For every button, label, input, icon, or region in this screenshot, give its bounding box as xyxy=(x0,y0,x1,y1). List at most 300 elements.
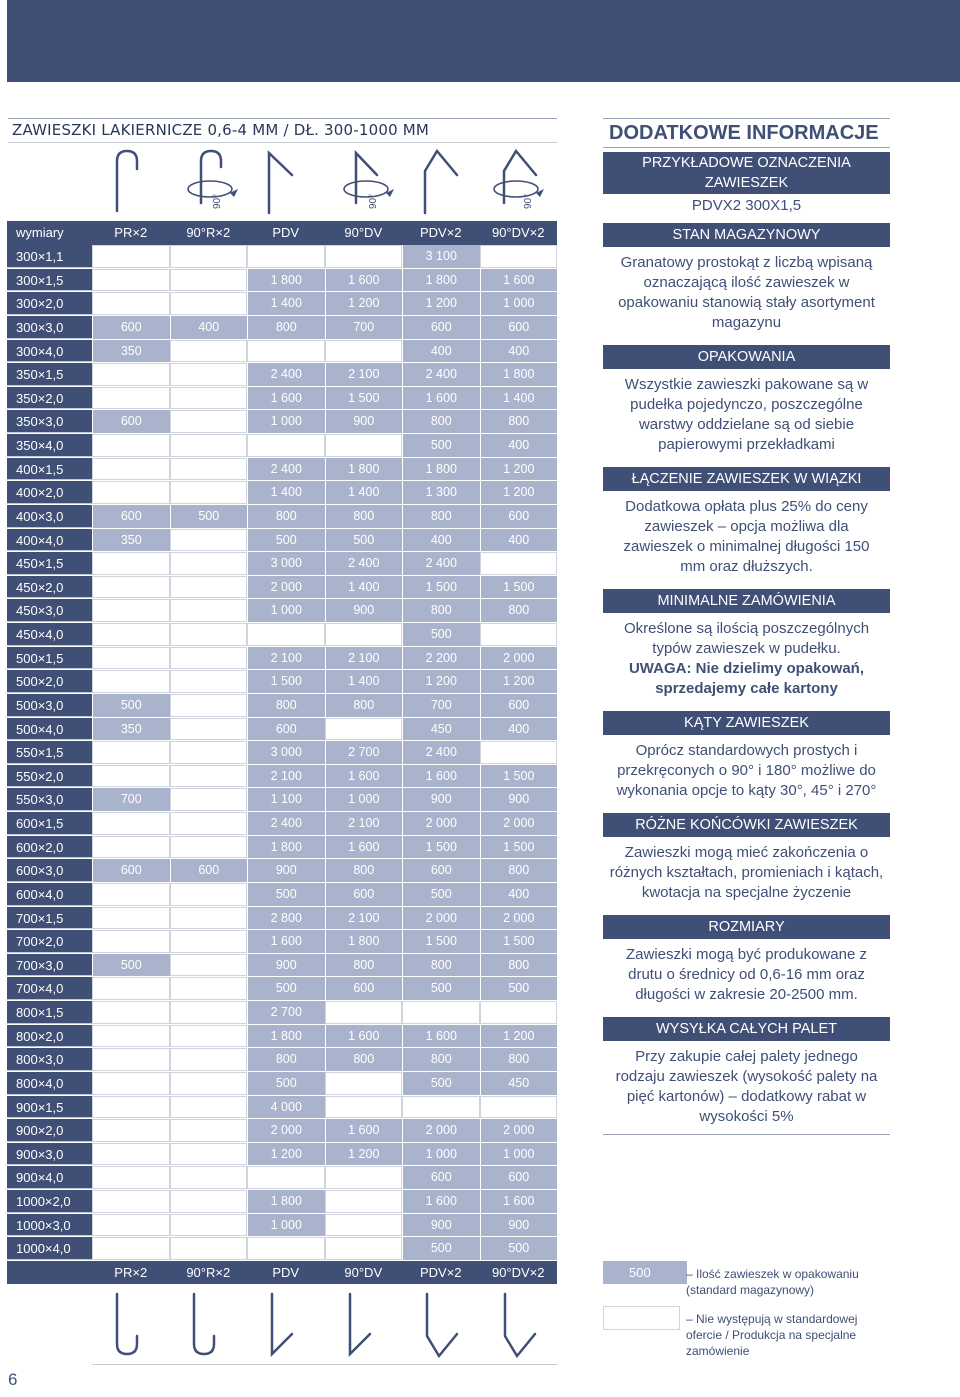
qty-cell xyxy=(170,410,248,433)
col-header: 90°DV×2 xyxy=(491,225,545,240)
qty-cell: 400 xyxy=(480,529,558,552)
section-body: Granatowy prostokąt z liczbą wpisaną oznaczającą ilość zawieszek w opakowaniu stanowią stały asortyment magazynu xyxy=(618,254,875,331)
col-footer: PDV×2 xyxy=(419,1265,462,1280)
qty-cell: 2 100 xyxy=(325,647,403,670)
qty-cell: 1 000 xyxy=(247,410,325,433)
qty-cell xyxy=(170,292,248,315)
qty-cell: 1 500 xyxy=(480,576,558,599)
qty-cell xyxy=(170,1237,248,1260)
qty-cell: 400 xyxy=(480,434,558,457)
qty-cell xyxy=(92,883,170,906)
qty-cell: 2 400 xyxy=(325,552,403,575)
dim-cell: 1000×3,0 xyxy=(7,1214,92,1237)
qty-cell: 500 xyxy=(480,1237,558,1260)
hook-pdv-icon xyxy=(269,153,292,213)
qty-cell xyxy=(92,1048,170,1071)
qty-cell: 800 xyxy=(325,859,403,882)
qty-cell: 900 xyxy=(402,1214,480,1237)
qty-cell xyxy=(170,907,248,930)
qty-cell xyxy=(170,718,248,741)
hook-pr-icon xyxy=(117,151,137,211)
qty-cell: 500 xyxy=(92,694,170,717)
qty-cell: 500 xyxy=(325,529,403,552)
qty-cell xyxy=(92,1025,170,1048)
dim-cell: 800×2,0 xyxy=(7,1025,92,1048)
qty-cell: 1 400 xyxy=(480,387,558,410)
qty-cell xyxy=(480,1001,558,1024)
dim-cell: 700×3,0 xyxy=(7,954,92,977)
qty-cell xyxy=(170,954,248,977)
qty-cell xyxy=(92,930,170,953)
qty-cell xyxy=(170,765,248,788)
dim-cell: 450×4,0 xyxy=(7,623,92,646)
qty-cell: 2 000 xyxy=(402,907,480,930)
section-text xyxy=(603,735,890,807)
legend-sample-stock: 500 xyxy=(603,1261,687,1284)
qty-cell: 500 xyxy=(247,977,325,1000)
qty-cell: 900 xyxy=(325,599,403,622)
qty-cell xyxy=(325,623,403,646)
table-row xyxy=(7,245,557,269)
qty-cell: 2 400 xyxy=(247,363,325,386)
dim-cell: 400×2,0 xyxy=(7,481,92,504)
table-row xyxy=(7,316,557,340)
qty-cell xyxy=(170,458,248,481)
qty-cell xyxy=(92,1119,170,1142)
qty-cell: 800 xyxy=(247,1048,325,1071)
qty-cell: 900 xyxy=(480,1214,558,1237)
table-row xyxy=(7,529,557,553)
table-row xyxy=(7,410,557,434)
qty-cell: 1 800 xyxy=(402,458,480,481)
qty-cell xyxy=(92,907,170,930)
dim-cell: 550×1,5 xyxy=(7,741,92,764)
section-text xyxy=(603,491,890,583)
qty-cell: 2 000 xyxy=(402,812,480,835)
qty-cell: 500 xyxy=(92,954,170,977)
qty-cell xyxy=(170,1025,248,1048)
example-header: PRZYKŁADOWE OZNACZENIA ZAWIESZEK xyxy=(603,152,890,194)
qty-cell: 800 xyxy=(480,1048,558,1071)
qty-cell: 1 600 xyxy=(247,930,325,953)
section-header: ROZMIARY xyxy=(603,915,890,939)
table-row xyxy=(7,765,557,789)
top-banner xyxy=(7,0,960,82)
section-header: ŁĄCZENIE ZAWIESZEK W WIĄZKI xyxy=(603,467,890,491)
qty-cell: 1 200 xyxy=(480,458,558,481)
qty-cell xyxy=(170,434,248,457)
table-row xyxy=(7,481,557,505)
section-text xyxy=(603,939,890,1011)
qty-cell xyxy=(325,245,403,268)
qty-cell xyxy=(170,1048,248,1071)
qty-cell xyxy=(92,1001,170,1024)
hook-icons-bottom xyxy=(92,1286,557,1366)
qty-cell: 1 600 xyxy=(325,765,403,788)
qty-cell xyxy=(170,977,248,1000)
table-row xyxy=(7,1001,557,1025)
table-row xyxy=(7,1237,557,1261)
col-footer: PR×2 xyxy=(114,1265,148,1280)
qty-cell xyxy=(170,387,248,410)
section-text xyxy=(603,613,890,705)
qty-cell: 600 xyxy=(402,1166,480,1189)
qty-cell: 2 400 xyxy=(402,363,480,386)
qty-cell: 1 600 xyxy=(325,269,403,292)
qty-cell: 1 000 xyxy=(325,788,403,811)
table-row xyxy=(7,954,557,978)
qty-cell xyxy=(170,1096,248,1119)
qty-cell: 1 200 xyxy=(325,292,403,315)
qty-cell: 1 800 xyxy=(247,269,325,292)
qty-cell: 2 400 xyxy=(402,552,480,575)
dim-cell: 500×1,5 xyxy=(7,647,92,670)
qty-cell xyxy=(92,387,170,410)
qty-cell: 400 xyxy=(480,718,558,741)
qty-cell xyxy=(480,245,558,268)
qty-cell: 800 xyxy=(247,505,325,528)
section-body: Określone są ilością poszczególnych typów zawieszek w pudełku. xyxy=(623,620,870,657)
table-row xyxy=(7,812,557,836)
qty-cell xyxy=(325,1214,403,1237)
qty-cell: 1 800 xyxy=(247,1190,325,1213)
qty-cell: 1 800 xyxy=(402,269,480,292)
hook-90r-bottom-icon xyxy=(194,1294,214,1354)
qty-cell: 600 xyxy=(480,316,558,339)
qty-cell: 2 400 xyxy=(402,741,480,764)
col-footer: 90°DV×2 xyxy=(491,1265,545,1280)
qty-cell: 350 xyxy=(92,529,170,552)
qty-cell xyxy=(170,245,248,268)
qty-cell: 2 100 xyxy=(325,907,403,930)
table-row xyxy=(7,269,557,293)
section-body: Przy zakupie całej palety jednego rodzaju zawieszek (wysokość palety na pięć kartonów) – dodatkowy rabat w wysokości 5% xyxy=(615,1048,878,1125)
qty-cell xyxy=(170,481,248,504)
qty-cell: 2 800 xyxy=(247,907,325,930)
qty-cell xyxy=(325,1166,403,1189)
col-footer: PDV xyxy=(272,1265,300,1280)
qty-cell: 800 xyxy=(402,954,480,977)
qty-cell xyxy=(92,1190,170,1213)
qty-cell xyxy=(170,930,248,953)
dim-cell: 450×2,0 xyxy=(7,576,92,599)
qty-cell xyxy=(92,1214,170,1237)
qty-cell: 1 800 xyxy=(325,458,403,481)
dim-cell: 400×1,5 xyxy=(7,458,92,481)
qty-cell: 1 400 xyxy=(325,481,403,504)
qty-cell: 1 400 xyxy=(325,576,403,599)
qty-cell xyxy=(92,576,170,599)
qty-cell xyxy=(92,434,170,457)
qty-cell: 500 xyxy=(402,1072,480,1095)
qty-cell: 1 600 xyxy=(480,269,558,292)
qty-cell: 600 xyxy=(325,883,403,906)
qty-cell xyxy=(170,269,248,292)
qty-cell: 700 xyxy=(92,788,170,811)
qty-cell: 900 xyxy=(247,954,325,977)
qty-cell xyxy=(92,552,170,575)
qty-cell: 500 xyxy=(402,977,480,1000)
table-row xyxy=(7,788,557,812)
table-row xyxy=(7,1119,557,1143)
section-header: KĄTY ZAWIESZEK xyxy=(603,711,890,735)
table-row xyxy=(7,599,557,623)
qty-cell: 800 xyxy=(325,1048,403,1071)
qty-cell: 2 000 xyxy=(480,1119,558,1142)
qty-cell: 800 xyxy=(480,599,558,622)
qty-cell: 600 xyxy=(92,859,170,882)
page-title: ZAWIESZKI LAKIERNICZE 0,6-4 MM / DŁ. 300-1000 MM xyxy=(12,121,430,139)
qty-cell: 2 000 xyxy=(247,1119,325,1142)
qty-cell: 3 000 xyxy=(247,552,325,575)
qty-cell: 2 400 xyxy=(247,812,325,835)
qty-cell xyxy=(170,363,248,386)
qty-cell xyxy=(92,741,170,764)
qty-cell: 800 xyxy=(402,505,480,528)
qty-cell: 2 700 xyxy=(325,741,403,764)
dim-cell: 600×4,0 xyxy=(7,883,92,906)
qty-cell: 1 600 xyxy=(402,387,480,410)
info-title: DODATKOWE INFORMACJE xyxy=(603,118,890,148)
qty-cell: 1 800 xyxy=(247,836,325,859)
dim-cell: 350×2,0 xyxy=(7,387,92,410)
qty-cell xyxy=(170,1166,248,1189)
qty-cell: 2 700 xyxy=(247,1001,325,1024)
table-row xyxy=(7,977,557,1001)
qty-cell: 600 xyxy=(247,718,325,741)
qty-cell: 800 xyxy=(325,505,403,528)
qty-cell: 1 500 xyxy=(480,836,558,859)
qty-cell: 500 xyxy=(402,883,480,906)
qty-cell xyxy=(170,1119,248,1142)
qty-cell: 1 000 xyxy=(480,1143,558,1166)
qty-cell xyxy=(247,340,325,363)
col-header: 90°R×2 xyxy=(186,225,231,240)
hook-pdvx2-icon xyxy=(425,151,457,213)
dim-cell: 600×2,0 xyxy=(7,836,92,859)
dim-cell: 300×2,0 xyxy=(7,292,92,315)
table-row xyxy=(7,694,557,718)
table-row xyxy=(7,363,557,387)
hook-90dv-bottom-icon xyxy=(350,1294,370,1354)
qty-cell: 1 400 xyxy=(325,670,403,693)
qty-cell xyxy=(170,599,248,622)
legend-sample-special xyxy=(603,1306,680,1330)
qty-cell: 600 xyxy=(480,694,558,717)
qty-cell xyxy=(170,1143,248,1166)
qty-cell: 3 000 xyxy=(247,741,325,764)
qty-cell xyxy=(480,552,558,575)
table-row xyxy=(7,1025,557,1049)
dim-header: wymiary xyxy=(16,225,64,240)
qty-cell xyxy=(170,1001,248,1024)
table-row xyxy=(7,434,557,458)
qty-cell: 1 500 xyxy=(325,387,403,410)
section-header: STAN MAGAZYNOWY xyxy=(603,223,890,247)
col-header: 90°DV xyxy=(344,225,383,240)
dim-cell: 700×4,0 xyxy=(7,977,92,1000)
qty-cell: 1 500 xyxy=(247,670,325,693)
qty-cell xyxy=(325,1096,403,1119)
table-row xyxy=(7,836,557,860)
dim-cell: 900×1,5 xyxy=(7,1096,92,1119)
qty-cell: 1 000 xyxy=(247,599,325,622)
qty-cell: 700 xyxy=(325,316,403,339)
dim-cell: 300×1,1 xyxy=(7,245,92,268)
qty-cell xyxy=(402,1096,480,1119)
qty-cell: 600 xyxy=(170,859,248,882)
section-warning: UWAGA: Nie dzielimy opakowań, sprzedajemy całe kartony xyxy=(628,660,865,697)
qty-cell: 1 500 xyxy=(480,765,558,788)
qty-cell: 800 xyxy=(247,694,325,717)
col-header: PR×2 xyxy=(114,225,148,240)
qty-cell: 1 200 xyxy=(325,1143,403,1166)
dim-cell: 350×4,0 xyxy=(7,434,92,457)
dim-cell: 500×3,0 xyxy=(7,694,92,717)
dim-cell: 300×4,0 xyxy=(7,340,92,363)
qty-cell xyxy=(325,1190,403,1213)
table-row xyxy=(7,718,557,742)
qty-cell: 800 xyxy=(325,694,403,717)
table-row xyxy=(7,458,557,482)
table-row xyxy=(7,907,557,931)
qty-cell: 1 600 xyxy=(325,1025,403,1048)
qty-cell xyxy=(170,812,248,835)
qty-cell xyxy=(247,434,325,457)
qty-cell: 1 200 xyxy=(247,1143,325,1166)
qty-cell xyxy=(92,292,170,315)
table-row xyxy=(7,387,557,411)
qty-cell xyxy=(325,340,403,363)
qty-cell: 1 600 xyxy=(402,1190,480,1213)
qty-cell: 400 xyxy=(402,529,480,552)
qty-cell: 600 xyxy=(480,505,558,528)
table-row xyxy=(7,859,557,883)
table-header xyxy=(7,221,557,245)
qty-cell xyxy=(247,1237,325,1260)
hook-icons-top xyxy=(92,143,557,219)
dim-cell: 700×2,0 xyxy=(7,930,92,953)
dim-cell: 300×3,0 xyxy=(7,316,92,339)
section-header: OPAKOWANIA xyxy=(603,345,890,369)
qty-cell xyxy=(92,812,170,835)
qty-cell: 600 xyxy=(480,1166,558,1189)
col-header: PDV xyxy=(272,225,300,240)
qty-cell: 1 500 xyxy=(480,930,558,953)
qty-cell: 400 xyxy=(170,316,248,339)
table-row xyxy=(7,292,557,316)
qty-cell xyxy=(92,245,170,268)
qty-cell xyxy=(170,1190,248,1213)
example-value: PDVX2 300X1,5 xyxy=(691,197,802,214)
hook-pdv-bottom-icon xyxy=(272,1294,292,1354)
qty-cell: 700 xyxy=(402,694,480,717)
section-body: Oprócz standardowych prostych i przekręconych o 90° i 180° możliwe do wykonania opcje to kąty 30°, 45° i 270° xyxy=(616,742,877,799)
qty-cell: 400 xyxy=(402,340,480,363)
info-panel xyxy=(603,118,890,1135)
dim-cell: 300×1,5 xyxy=(7,269,92,292)
qty-cell xyxy=(92,1072,170,1095)
table-row xyxy=(7,1048,557,1072)
info-sections xyxy=(603,223,890,1133)
qty-cell xyxy=(170,836,248,859)
qty-cell: 800 xyxy=(480,410,558,433)
qty-cell: 2 000 xyxy=(480,647,558,670)
qty-cell xyxy=(170,741,248,764)
angle-label: 90° xyxy=(523,193,534,209)
table-row xyxy=(7,647,557,671)
qty-cell xyxy=(92,1096,170,1119)
qty-cell xyxy=(480,741,558,764)
qty-cell xyxy=(170,788,248,811)
qty-cell: 600 xyxy=(402,316,480,339)
qty-cell: 400 xyxy=(480,340,558,363)
qty-cell: 450 xyxy=(402,718,480,741)
qty-cell xyxy=(170,1214,248,1237)
qty-cell xyxy=(247,245,325,268)
qty-cell: 1 200 xyxy=(480,481,558,504)
qty-cell: 350 xyxy=(92,340,170,363)
qty-cell: 450 xyxy=(480,1072,558,1095)
qty-cell: 500 xyxy=(402,434,480,457)
section-header: RÓŻNE KOŃCÓWKI ZAWIESZEK xyxy=(603,813,890,837)
qty-cell: 1 000 xyxy=(480,292,558,315)
qty-cell xyxy=(170,529,248,552)
table-row xyxy=(7,1143,557,1167)
section-body: Zawieszki mogą być produkowane z drutu o średnicy od 0,6-16 mm oraz długości w zakresie 20-2500 mm. xyxy=(626,946,867,1003)
dim-cell: 900×3,0 xyxy=(7,1143,92,1166)
qty-cell: 2 000 xyxy=(402,1119,480,1142)
qty-cell xyxy=(325,1001,403,1024)
dim-cell: 700×1,5 xyxy=(7,907,92,930)
qty-cell: 350 xyxy=(92,718,170,741)
divider xyxy=(92,1364,557,1365)
qty-cell: 1 400 xyxy=(247,481,325,504)
qty-cell: 600 xyxy=(92,505,170,528)
dim-cell: 900×4,0 xyxy=(7,1166,92,1189)
dim-cell: 450×3,0 xyxy=(7,599,92,622)
dim-cell: 450×1,5 xyxy=(7,552,92,575)
qty-cell: 1 800 xyxy=(480,363,558,386)
col-footer: 90°R×2 xyxy=(186,1265,231,1280)
qty-cell: 1 200 xyxy=(480,670,558,693)
page-number: 6 xyxy=(8,1370,18,1389)
dim-cell: 1000×2,0 xyxy=(7,1190,92,1213)
qty-cell xyxy=(170,623,248,646)
qty-cell xyxy=(170,670,248,693)
qty-cell: 500 xyxy=(402,623,480,646)
qty-cell xyxy=(170,647,248,670)
qty-cell: 800 xyxy=(402,410,480,433)
qty-cell: 2 200 xyxy=(402,647,480,670)
legend-stock-text: – Ilość zawieszek w opakowaniu (standard magazynowy) xyxy=(686,1267,859,1297)
qty-cell xyxy=(92,481,170,504)
table-row xyxy=(7,505,557,529)
section-text xyxy=(603,837,890,909)
dim-cell: 600×3,0 xyxy=(7,859,92,882)
dim-cell: 500×4,0 xyxy=(7,718,92,741)
qty-cell xyxy=(170,552,248,575)
section-body: Wszystkie zawieszki pakowane są w pudełka pojedynczo, poszczególne warstwy oddzielane są od siebie papierowymi przekładkami xyxy=(624,376,869,453)
qty-cell: 1 400 xyxy=(247,292,325,315)
qty-cell xyxy=(92,599,170,622)
dim-cell: 800×4,0 xyxy=(7,1072,92,1095)
dim-cell: 900×2,0 xyxy=(7,1119,92,1142)
qty-cell xyxy=(170,1072,248,1095)
qty-cell xyxy=(480,1096,558,1119)
qty-cell xyxy=(92,1166,170,1189)
qty-cell: 500 xyxy=(247,1072,325,1095)
